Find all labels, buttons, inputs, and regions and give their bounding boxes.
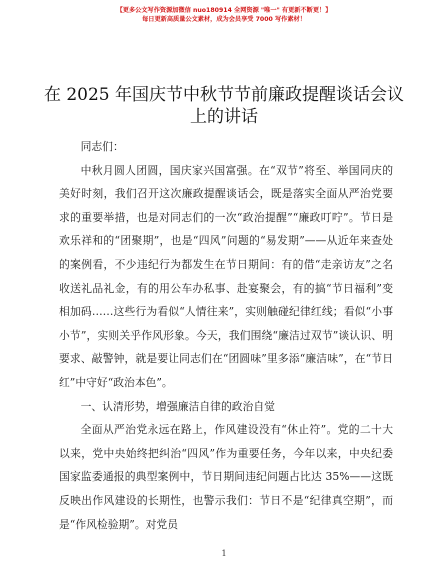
section-paragraph: 全面从严治党永远在路上，作风建设没有“休止符”。党的二十大以来，党中央始终把纠治“四风”作为重要任务，今年以来，中央纪委国家监委通报的典型案例中，节日期间违纪问题占比达 35%——这既反映出作风建设的长期性，也警示我们：节日不是“纪律真空期”，而是“作风检验期”。对党员 bbox=[59, 423, 393, 531]
promo-banner-line-2: 每日更新高质量公文素材，成为会员享受 7000 写作素材！ bbox=[142, 16, 306, 23]
document-title: 在 2025 年国庆节中秋节节前廉政提醒谈话会议上的讲话 bbox=[43, 85, 405, 127]
intro-paragraph: 中秋月圆人团圆，国庆家兴国富强。在“双节”将至、举国同庆的美好时刻，我们召开这次廉政提醒谈话会，既是落实全面从严治党要求的重要举措，也是对同志们的一次“政治提醒”“廉政叮咛”。节日是欢乐祥和的“团聚期”，也是“四风”问题的“易发期”——从近年来查处的案例看，不少违纪行为都发生在节日期间：有的借“走亲访友”之名收送礼品礼金，有的用公车办私事、赴宴聚会，有的搞“节日福利”变相加码……这些行为看似“人情往来”，实则触碰纪律红线；看似“小事小节”，实则关乎作风形象。今天，我们围绕“廉洁过双节”谈认识、明要求、敲警钟，就是要让同志们在“团圆味”里多添“廉洁味”，在“节日红”中守好“政治本色”。 bbox=[59, 163, 393, 389]
section-heading: 一、认清形势，增强廉洁自律的政治自觉 bbox=[80, 399, 275, 413]
promo-banner-line-1: 【更多公文写作资源加微信 nuo180914 全网资源 "唯一" 有更新不断更！】 bbox=[116, 7, 332, 14]
document-body bbox=[59, 135, 393, 536]
salutation: 同志们： bbox=[80, 140, 124, 153]
promo-banner bbox=[0, 6, 448, 24]
page-number: 1 bbox=[221, 549, 227, 558]
